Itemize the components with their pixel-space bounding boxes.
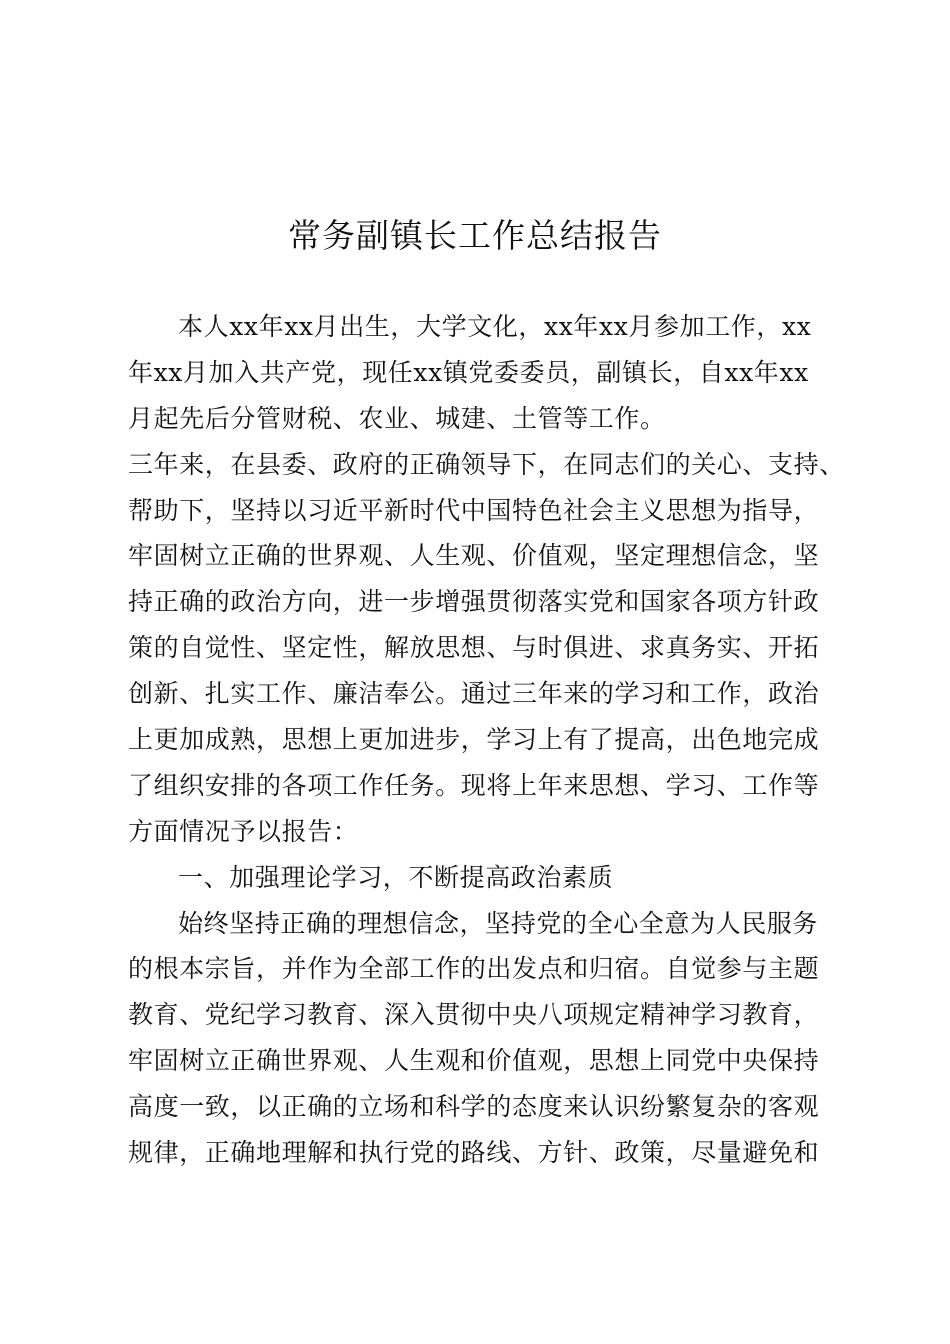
text-line: 三年来，在县委、政府的正确领导下，在同志们的关心、支持、 [128, 449, 845, 479]
section-heading: 一、加强理论学习，不断提高政治素质 [178, 862, 614, 892]
text-line: 策的自觉性、坚定性，解放思想、与时俱进、求真务实、开拓 [128, 633, 820, 663]
text-line: 月起先后分管财税、农业、城建、土管等工作。 [128, 403, 666, 433]
document-title: 常务副镇长工作总结报告 [288, 216, 662, 255]
text-line: 持正确的政治方向，进一步增强贯彻落实党和国家各项方针政 [128, 587, 820, 617]
text-line: 创新、扎实工作、廉洁奉公。通过三年来的学习和工作，政治 [128, 679, 820, 709]
text-line: 年xx月加入共产党，现任xx镇党委委员，副镇长，自xx年xx [128, 357, 809, 387]
text-line: 教育、党纪学习教育、深入贯彻中央八项规定精神学习教育， [128, 1000, 820, 1030]
text-line: 牢固树立正确的世界观、人生观、价值观，坚定理想信念，坚 [128, 541, 820, 571]
text-line: 上更加成熟，思想上更加进步，学习上有了提高，出色地完成 [128, 725, 820, 755]
text-line: 的根本宗旨，并作为全部工作的出发点和归宿。自觉参与主题 [128, 954, 820, 984]
text-line: 规律，正确地理解和执行党的路线、方针、政策，尽量避免和 [128, 1138, 820, 1168]
text-line: 牢固树立正确世界观、人生观和价值观，思想上同党中央保持 [128, 1046, 820, 1076]
document-body [128, 304, 845, 1176]
text-line: 本人xx年xx月出生，大学文化，xx年xx月参加工作，xx [178, 312, 812, 341]
text-line: 了组织安排的各项工作任务。现将上年来思想、学习、工作等 [128, 770, 820, 800]
text-line: 始终坚持正确的理想信念，坚持党的全心全意为人民服务 [178, 908, 819, 938]
text-line: 高度一致，以正确的立场和科学的态度来认识纷繁复杂的客观 [128, 1092, 820, 1122]
text-line: 帮助下，坚持以习近平新时代中国特色社会主义思想为指导， [128, 495, 820, 525]
text-line: 方面情况予以报告： [128, 816, 359, 846]
